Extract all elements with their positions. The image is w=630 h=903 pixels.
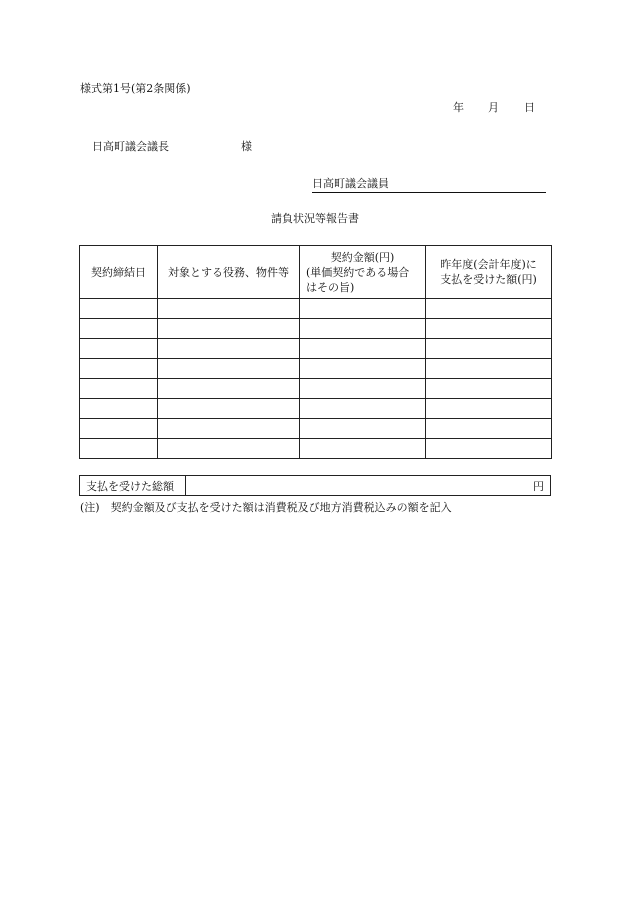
table-cell[interactable] [158,419,300,439]
table-row [80,339,552,359]
report-table [79,245,552,459]
table-row [80,299,552,319]
table-cell[interactable] [80,419,158,439]
table-cell[interactable] [300,339,426,359]
table-cell[interactable] [426,319,552,339]
table-cell[interactable] [300,419,426,439]
col-contract-amount-line3: はその旨) [306,280,355,294]
date-month: 月 [488,101,499,114]
table-row [80,399,552,419]
table-cell[interactable] [80,339,158,359]
table-cell[interactable] [426,379,552,399]
table-cell[interactable] [300,399,426,419]
total-amount-cell[interactable] [186,476,551,496]
footnote: (注) 契約金額及び支払を受けた額は消費税及び地方消費税込みの額を記入 [80,501,452,514]
col-paid-amount-line2: 支払を受けた額(円) [440,273,537,286]
table-cell[interactable] [158,359,300,379]
col-paid-amount-line1: 昨年度(会計年度)に [440,258,537,271]
table-row [80,379,552,399]
col-contract-amount-line2: (単価契約である場合 [306,265,410,279]
table-cell[interactable] [80,439,158,459]
table-cell[interactable] [80,319,158,339]
table-cell[interactable] [158,319,300,339]
total-row [80,476,551,496]
table-cell[interactable] [300,319,426,339]
addressee: 日高町議会議長 [92,140,169,153]
table-cell[interactable] [300,359,426,379]
col-services: 対象とする役務、物件等 [158,246,300,299]
col-paid-amount [426,246,552,299]
date-year: 年 [453,101,464,114]
table-cell[interactable] [426,339,552,359]
col-contract-amount-line1: 契約金額(円) [330,250,395,264]
table-cell[interactable] [158,439,300,459]
table-cell[interactable] [300,439,426,459]
honorific: 様 [241,140,252,153]
date-day: 日 [524,101,535,114]
table-cell[interactable] [158,339,300,359]
table-cell[interactable] [426,299,552,319]
table-cell[interactable] [80,399,158,419]
table-cell[interactable] [158,379,300,399]
table-row [80,439,552,459]
table-cell[interactable] [426,399,552,419]
table-row [80,319,552,339]
table-cell[interactable] [300,379,426,399]
col-contract-amount [300,246,426,299]
table-row [80,419,552,439]
total-table [79,475,551,496]
table-row [80,359,552,379]
table-cell[interactable] [426,359,552,379]
document-title: 請負状況等報告書 [271,212,359,225]
table-cell[interactable] [80,359,158,379]
table-header-row [80,246,552,299]
table-cell[interactable] [158,299,300,319]
table-cell[interactable] [80,379,158,399]
table-cell[interactable] [426,419,552,439]
member-signature-line: 日高町議会議員 [312,175,546,193]
total-label: 支払を受けた総額 [80,476,186,496]
form-number: 様式第1号(第2条関係) [80,82,191,95]
table-cell[interactable] [300,299,426,319]
table-body [80,299,552,459]
table-cell[interactable] [158,399,300,419]
table-cell[interactable] [426,439,552,459]
col-contract-date: 契約締結日 [80,246,158,299]
table-cell[interactable] [80,299,158,319]
total-unit: 円 [533,479,544,493]
